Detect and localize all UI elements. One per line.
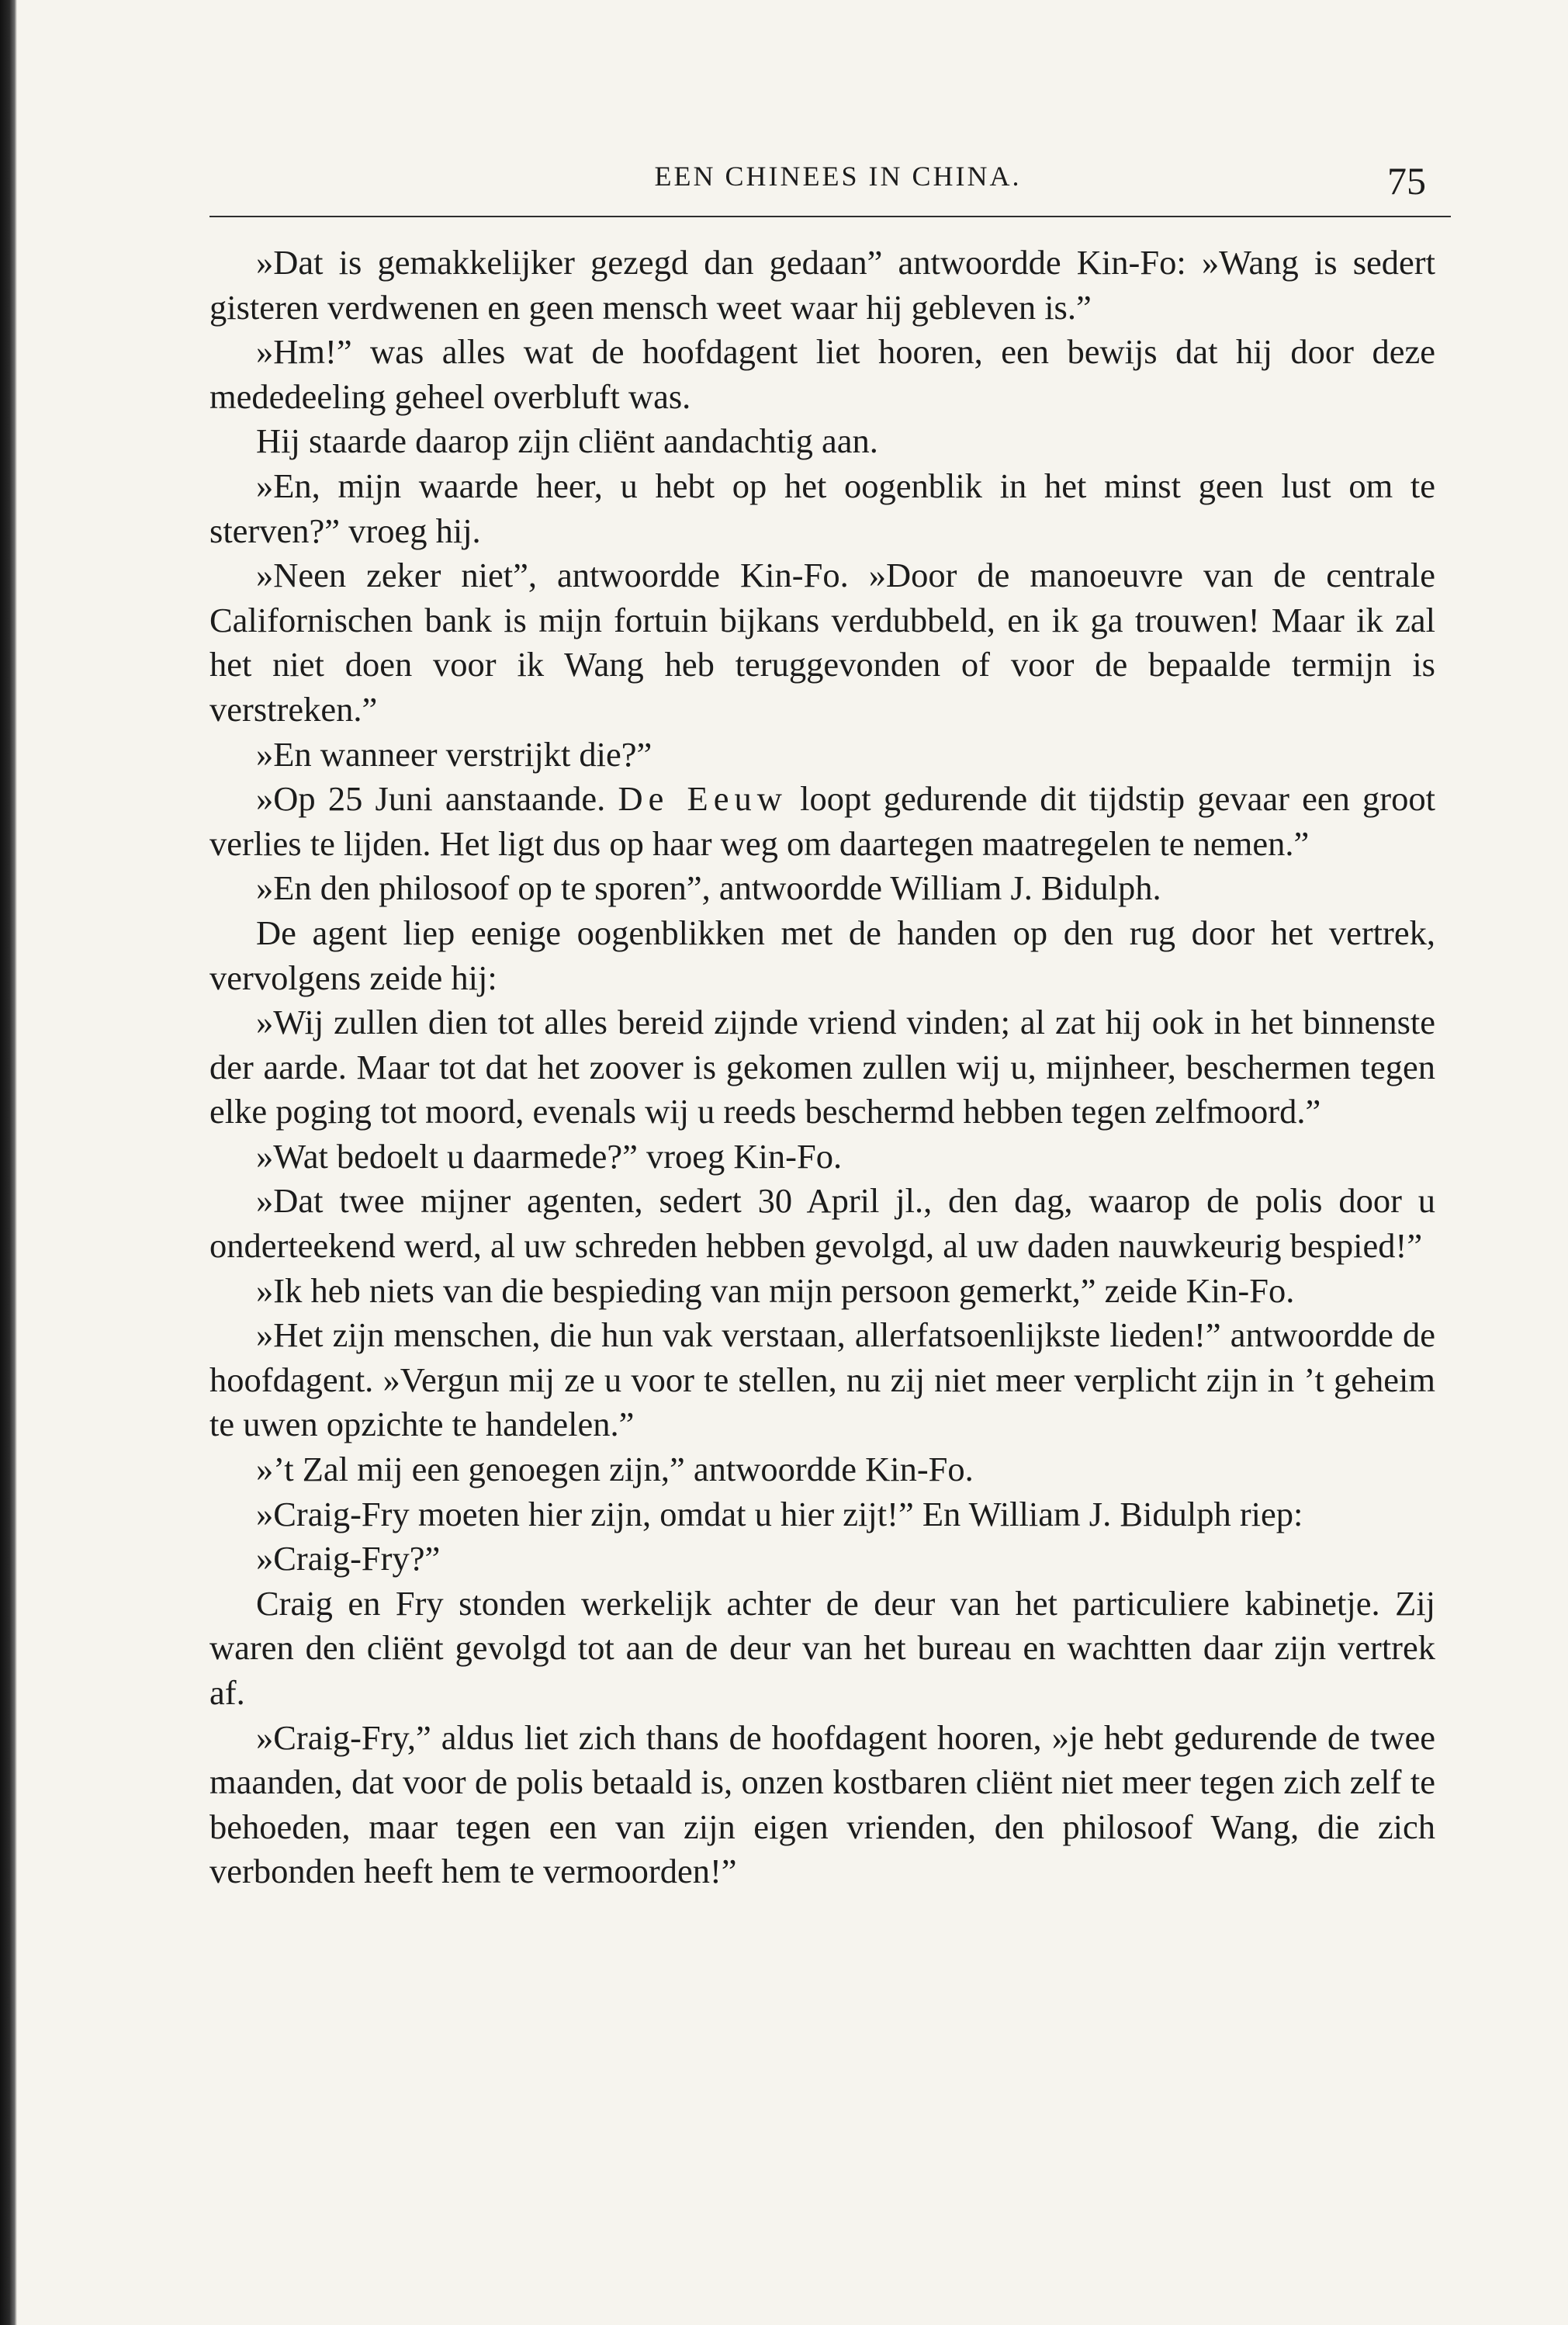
paragraph: Hij staarde daarop zijn cliënt aandachtig aan. — [256, 421, 878, 461]
paragraph: »Neen zeker niet”, antwoordde Kin-Fo. »Door de manoeuvre van de centrale Californischen bank is mijn fortuin bijkans verdubbeld, en ik ga trouwen! Maar ik zal het niet doen voor ik Wang heb teruggevonden of voor de bepaalde termijn is verstreken.” — [209, 556, 1435, 729]
paragraph — [209, 777, 1435, 866]
running-title: EEN CHINEES IN CHINA. — [654, 161, 1022, 192]
paragraph: »En den philosoof op te sporen”, antwoordde William J. Bidulph. — [256, 868, 1161, 908]
paragraph: »Craig-Fry moeten hier zijn, omdat u hier zijt!” En William J. Bidulph riep: — [256, 1494, 1303, 1533]
paragraph: Craig en Fry stonden werkelijk achter de deur van het particuliere kabinetje. Zij waren den cliënt gevolgd tot aan de deur van het bureau en wachtten daar zijn vertrek af. — [209, 1583, 1435, 1712]
paragraph: »Craig-Fry?” — [256, 1539, 441, 1578]
paragraph: »Hm!” was alles wat de hoofdagent liet hooren, een bewijs dat hij door deze mededeeling geheel overbluft was. — [209, 332, 1435, 416]
paragraph: »Wat bedoelt u daarmede?” vroeg Kin-Fo. — [256, 1136, 843, 1176]
paragraph: »Dat twee mijner agenten, sedert 30 April jl., den dag, waarop de polis door u onderteekend werd, al uw schreden hebben gevolgd, al uw daden nauwkeurig bespied!” — [209, 1181, 1435, 1266]
body-text — [209, 241, 1435, 1894]
header-rule — [209, 216, 1451, 217]
paragraph: »En, mijn waarde heer, u hebt op het oogenblik in het minst geen lust om te sterven?” vroeg hij. — [209, 466, 1435, 550]
paragraph: »Craig-Fry,” aldus liet zich thans de hoofdagent hooren, »je hebt gedurende de twee maanden, dat voor de polis betaald is, onzen kostbaren cliënt niet meer tegen zich zelf te behoeden, maar tegen een van zijn eigen vrienden, den philosoof Wang, die zich verbonden heeft hem te vermoorden!” — [209, 1717, 1435, 1891]
page-binding-edge — [0, 0, 17, 2325]
paragraph-text: »Op 25 Juni aanstaande. — [256, 779, 618, 819]
paragraph: »En wanneer verstrijkt die?” — [256, 734, 652, 774]
paragraph: De agent liep eenige oogenblikken met de handen op den rug door het vertrek, vervolgens zeide hij: — [209, 913, 1435, 997]
paragraph-text: loopt gedurende dit tijdstip gevaar een groot verlies te lijden. Het ligt dus op haar weg om daartegen maatregelen te nemen.” — [209, 779, 1435, 863]
newspaper-name: De Eeuw — [618, 779, 787, 819]
paragraph: »Ik heb niets van die bespieding van mijn persoon gemerkt,” zeide Kin-Fo. — [256, 1270, 1295, 1310]
page-header — [209, 147, 1435, 203]
paragraph: »Het zijn menschen, die hun vak verstaan, allerfatsoenlijkste lieden!” antwoordde de hoofdagent. »Vergun mij ze u voor te stellen, nu zij niet meer verplicht zijn in ’t geheim te uwen opzichte te handelen.” — [209, 1315, 1435, 1444]
paragraph: »’t Zal mij een genoegen zijn,” antwoordde Kin-Fo. — [256, 1450, 974, 1489]
book-page — [209, 147, 1435, 1894]
paragraph: »Dat is gemakkelijker gezegd dan gedaan” antwoordde Kin-Fo: »Wang is sedert gisteren verdwenen en geen mensch weet waar hij gebleven is.” — [209, 243, 1435, 327]
paragraph: »Wij zullen dien tot alles bereid zijnde vriend vinden; al zat hij ook in het binnenste der aarde. Maar tot dat het zoover is gekomen zullen wij u, mijnheer, beschermen tegen elke poging tot moord, evenals wij u reeds beschermd hebben tegen zelfmoord.” — [209, 1003, 1435, 1131]
page-number: 75 — [1387, 159, 1426, 203]
